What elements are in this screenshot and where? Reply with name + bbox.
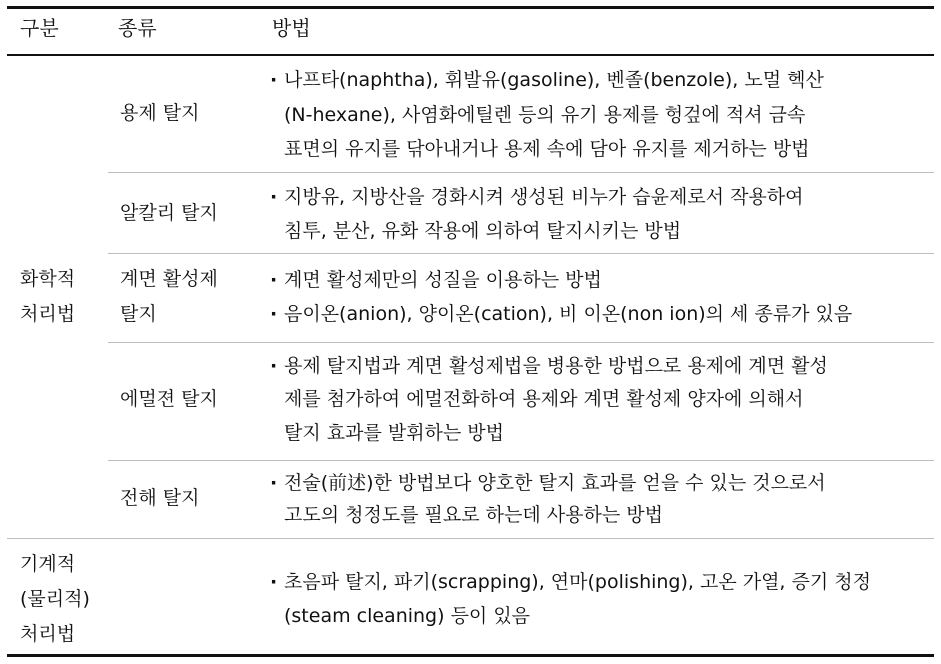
type-surfactant-degreasing: 탈지 [120, 303, 157, 325]
table-top-rule [7, 6, 934, 9]
method-line: · 지방유, 지방산을 경화시켜 생성된 비누가 습윤제로서 작용하여 [270, 186, 804, 208]
type-solvent-degreasing: 용제 탈지 [120, 102, 200, 124]
table-bottom-rule [7, 654, 934, 657]
group-divider [7, 538, 934, 539]
row-divider [108, 253, 934, 254]
header-method: 방법 [272, 16, 311, 40]
type-emulsion-degreasing: 에멀젼 탈지 [120, 388, 218, 410]
group-label-chemical: 화학적 [20, 268, 76, 290]
method-line: (steam cleaning) 등이 있음 [284, 605, 531, 627]
method-line: · 음이온(anion), 양이온(cation), 비 이온(non ion)의 세 종류가 있음 [270, 303, 853, 325]
method-line: 탈지 효과를 발휘하는 방법 [284, 422, 505, 444]
method-line: · 전술(前述)한 방법보다 양호한 탈지 효과를 얻을 수 있는 것으로서 [270, 472, 826, 494]
type-surfactant-degreasing: 계면 활성제 [120, 268, 218, 290]
method-line: 제를 첨가하여 에멀전화하여 용제와 계면 활성제 양자에 의해서 [284, 388, 804, 410]
method-line: · 계면 활성제만의 성질을 이용하는 방법 [270, 269, 602, 291]
header-type: 종류 [118, 16, 157, 40]
row-divider [108, 172, 934, 173]
method-line: 고도의 청정도를 필요로 하는데 사용하는 방법 [284, 504, 663, 526]
header-category: 구분 [20, 16, 59, 40]
row-divider [108, 342, 934, 343]
method-line: · 용제 탈지법과 계면 활성제법을 병용한 방법으로 용제에 계면 활성 [270, 355, 828, 377]
header-bottom-rule [7, 54, 934, 56]
type-electrolytic-degreasing: 전해 탈지 [120, 487, 200, 509]
method-line: · 초음파 탈지, 파기(scrapping), 연마(polishing), 고온 가열, 증기 청정 [270, 571, 871, 593]
group-label-mechanical: 처리법 [20, 623, 76, 645]
type-alkali-degreasing: 알칼리 탈지 [120, 202, 218, 224]
group-label-mechanical: (물리적) [20, 588, 90, 610]
row-divider [108, 460, 934, 461]
method-line: 표면의 유지를 닦아내거나 용제 속에 담아 유지를 제거하는 방법 [284, 138, 810, 160]
group-label-chemical: 처리법 [20, 303, 76, 325]
method-line: · 나프타(naphtha), 휘발유(gasoline), 벤졸(benzole), 노멀 헥산 [270, 69, 824, 91]
group-label-mechanical: 기계적 [20, 553, 76, 575]
method-line: 침투, 분산, 유화 작용에 의하여 탈지시키는 방법 [284, 220, 682, 242]
method-line: (N-hexane), 사염화에틸렌 등의 유기 용제를 헝겊에 적셔 금속 [284, 104, 806, 126]
